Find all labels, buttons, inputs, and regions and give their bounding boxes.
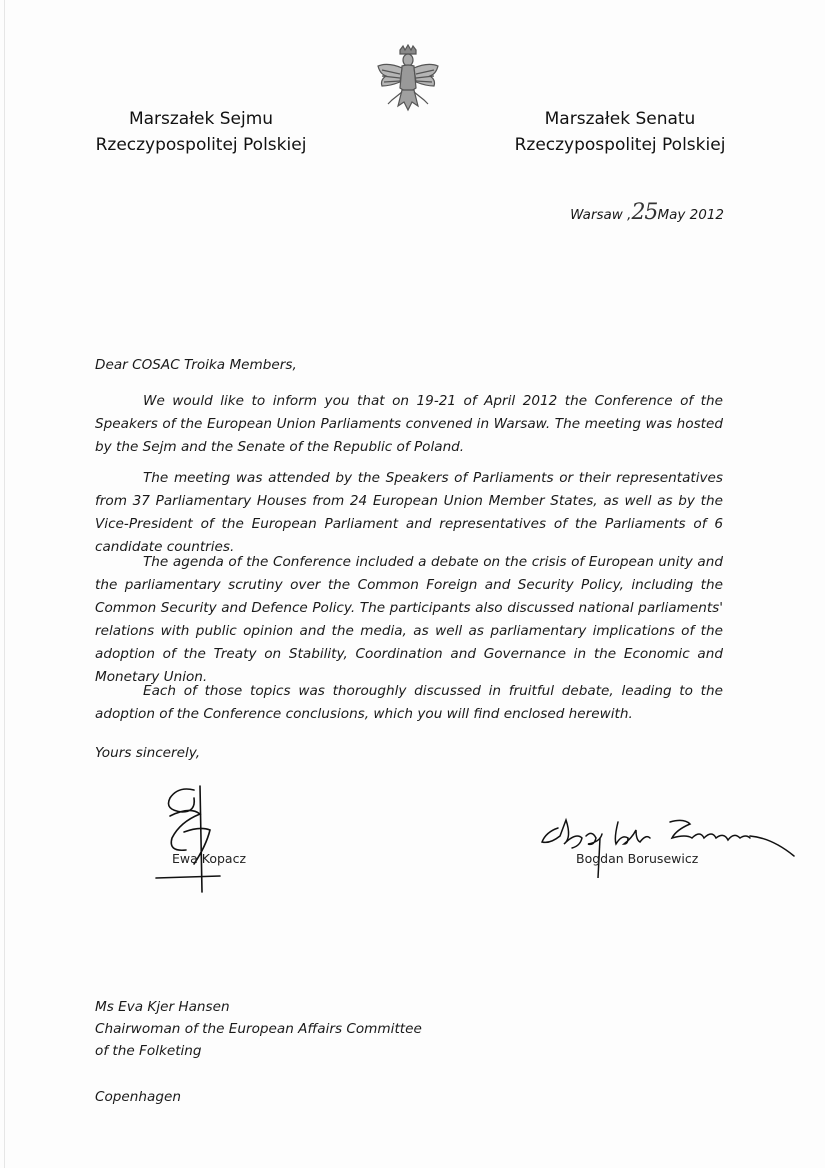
body-paragraph	[95, 551, 723, 689]
letterhead-right-line1: Marszałek Senatu	[544, 109, 696, 129]
letterhead-sejm	[86, 106, 316, 158]
signatory-left-name: Ewa Kopacz	[172, 851, 247, 866]
letterhead-right-line2: Rzeczypospolitej Polskiej	[514, 135, 726, 155]
paragraph-text: We would like to inform you that on 19-21 of April 2012 the Conference of the Speakers of the European Union Parliaments convened in Warsaw. The meeting was hosted by the Sejm and the Senate of the Republic of Poland.	[95, 393, 723, 455]
signature-right	[536, 808, 800, 878]
salutation: Dear COSAC Troika Members,	[95, 357, 297, 373]
body-paragraph	[95, 680, 723, 726]
paragraph-text: The agenda of the Conference included a debate on the crisis of European unity and the parliamentary scrutiny over the Common Foreign and Security Policy, including the Common Security and Defence Policy. The participants also discussed national parliaments' relations with public opinion and the media, as well as parliamentary implications of the adoption of the Treaty on Stability, Coordination and Governance in the Economic and Monetary Union.	[95, 554, 723, 685]
date-day-handwritten: 25	[631, 200, 658, 225]
recipient-body: of the Folketing	[95, 1043, 202, 1059]
date-city: Warsaw ,	[570, 207, 632, 223]
recipient-title: Chairwoman of the European Affairs Committee	[95, 1021, 422, 1037]
letterhead-left-line1: Marszałek Sejmu	[128, 109, 274, 129]
letterhead-senate	[500, 106, 740, 158]
date-month-year: May 2012	[657, 207, 724, 223]
paragraph-text: Each of those topics was thoroughly discussed in fruitful debate, leading to the adoption of the Conference conclusions, which you will find enclosed herewith.	[95, 683, 723, 722]
signature-left	[150, 776, 270, 896]
body-paragraph	[95, 390, 723, 459]
signatory-right-name: Bogdan Borusewicz	[576, 851, 699, 866]
letterhead-left-line2: Rzeczypospolitej Polskiej	[95, 135, 307, 155]
polish-eagle-emblem-icon	[374, 44, 442, 116]
date-line	[520, 200, 724, 225]
scan-edge	[4, 0, 5, 1168]
body-paragraph	[95, 467, 723, 559]
recipient-name: Ms Eva Kjer Hansen	[95, 999, 230, 1015]
recipient-city: Copenhagen	[95, 1089, 181, 1105]
paragraph-text: The meeting was attended by the Speakers of Parliaments or their representatives from 37 Parliamentary Houses from 24 European Union Member States, as well as by the Vice-President of the European Parliament and representatives of the Parliaments of 6 candidate countries.	[95, 470, 723, 555]
closing: Yours sincerely,	[95, 745, 201, 761]
